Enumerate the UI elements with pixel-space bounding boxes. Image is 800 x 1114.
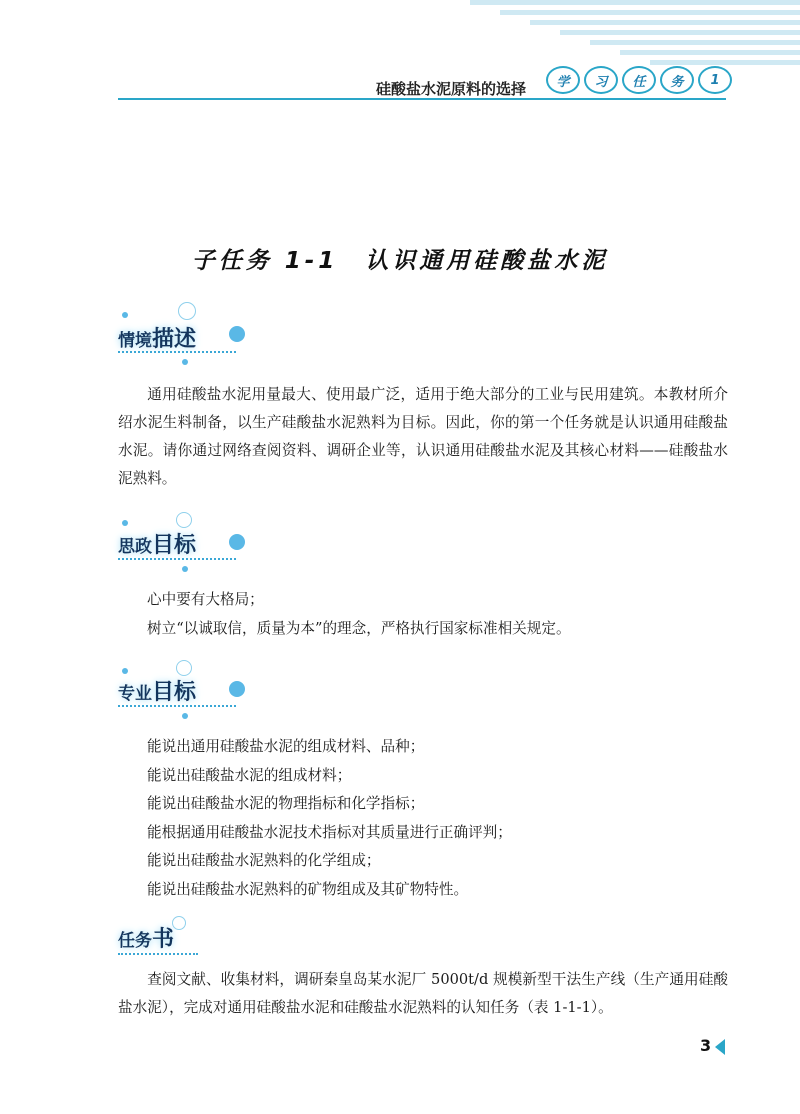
learning-task-badges (546, 66, 732, 94)
list-item: 能说出硅酸盐水泥的组成材料； (147, 766, 352, 784)
badge-char: 务 (660, 66, 694, 94)
section-heading-ideology: 思政目标 (118, 533, 197, 558)
list-item: 能说出通用硅酸盐水泥的组成材料、品种； (147, 738, 425, 755)
badge-char: 任 (622, 66, 656, 94)
list-item: 树立“以诚取信，质量为本”的理念，严格执行国家标准相关规定。 (147, 619, 571, 637)
badge-char: 习 (584, 66, 618, 94)
badge-number: 1 (698, 66, 732, 94)
decor-dot (122, 312, 128, 318)
ideology-list (147, 586, 757, 643)
badge-char: 学 (546, 66, 580, 94)
task-title: 子任务 1-1 认识通用硅酸盐水泥 (191, 248, 609, 274)
list-item: 能说出硅酸盐水泥熟料的化学组成； (147, 852, 381, 869)
scenario-paragraph: 通用硅酸盐水泥用量最大、使用最广泛，适用于绝大部分的工业与民用建筑。本教材所介绍水泥生料制备，以生产硅酸盐水泥熟料为目标。因此，你的第一个任务就是认识通用硅酸盐水泥。请你通过网络查阅资料、调研企业等，认识通用硅酸盐水泥及其核心材料——硅酸盐水泥熟料。 (118, 386, 728, 487)
decor-dot (122, 520, 128, 526)
section-heading-professional: 专业目标 (118, 680, 197, 705)
chapter-title: 硅酸盐水泥原料的选择 (376, 80, 527, 98)
decor-ring (178, 302, 196, 320)
section-underline (118, 351, 236, 353)
page-number: 3 (700, 1036, 712, 1055)
decor-ring (176, 512, 192, 528)
section-underline (118, 705, 236, 707)
decor-dot (182, 713, 188, 719)
page-arrow-icon (715, 1039, 725, 1055)
section-heading-scenario: 情境描述 (118, 327, 197, 352)
list-item: 能根据通用硅酸盐水泥技术指标对其质量进行正确评判； (147, 823, 512, 841)
decor-dot (122, 668, 128, 674)
task-book-paragraph: 查阅文献、收集材料，调研秦皇岛某水泥厂 5000t/d 规模新型干法生产线（生产通用硅酸盐水泥），完成对通用硅酸盐水泥和硅酸盐水泥熟料的认知任务（表 1-1-1）。 (118, 971, 728, 1016)
section-underline (118, 953, 198, 955)
list-item: 心中要有大格局； (147, 591, 264, 608)
decor-ring (176, 660, 192, 676)
header-divider (118, 98, 726, 100)
professional-list (147, 733, 757, 904)
list-item: 能说出硅酸盐水泥熟料的矿物组成及其矿物特性。 (147, 880, 469, 898)
section-heading-task-book: 任务书 (118, 927, 175, 952)
list-item: 能说出硅酸盐水泥的物理指标和化学指标； (147, 795, 425, 812)
decor-bubble (229, 326, 245, 342)
decor-dot (182, 359, 188, 365)
decor-ring (172, 916, 186, 930)
header-stripes (470, 0, 800, 70)
decor-bubble (229, 534, 245, 550)
decor-dot (182, 566, 188, 572)
decor-bubble (229, 681, 245, 697)
section-underline (118, 558, 236, 560)
